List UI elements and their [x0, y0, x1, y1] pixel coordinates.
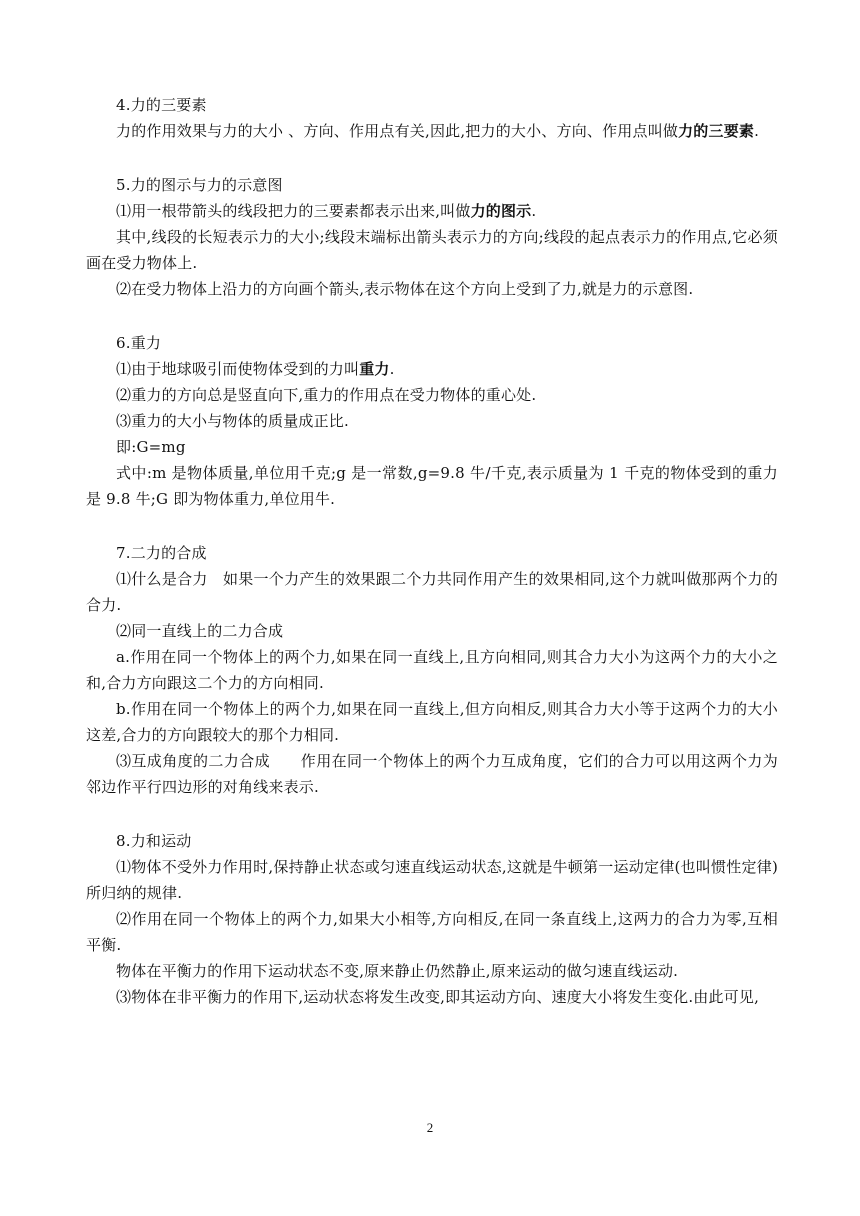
section-composition-of-forces — [86, 540, 778, 800]
section-three-elements-of-force — [86, 92, 778, 144]
paragraph: a.作用在同一个物体上的两个力,如果在同一直线上,且方向相同,则其合力大小为这两个力的大小之和,合力方向跟这二个力的方向相同. — [86, 648, 778, 692]
paragraph: b.作用在同一个物体上的两个力,如果在同一直线上,但方向相反,则其合力大小等于这两个力的大小这差,合力的方向跟较大的那个力相同. — [86, 700, 778, 744]
paragraph: 其中,线段的长短表示力的大小;线段末端标出箭头表示力的方向;线段的起点表示力的作用点,它必须画在受力物体上. — [86, 228, 778, 272]
page-number: 2 — [426, 1120, 434, 1135]
paragraph: ⑶物体在非平衡力的作用下,运动状态将发生改变,即其运动方向、速度大小将发生变化.由此可见, — [116, 988, 760, 1006]
paragraph-text: 力的作用效果与力的大小 、方向、作用点有关,因此,把力的大小、方向、作用点叫做 — [116, 122, 679, 140]
paragraph: ⑶互成角度的二力合成 作用在同一个物体上的两个力互成角度，它们的合力可以用这两个力为邻边作平行四边形的对角线来表示. — [86, 752, 778, 796]
section-heading: 6.重力 — [116, 334, 162, 352]
paragraph — [86, 118, 778, 144]
section-force-diagram — [86, 172, 778, 302]
paragraph: 物体在平衡力的作用下运动状态不变,原来静止仍然静止,原来运动的做匀速直线运动. — [116, 962, 679, 980]
paragraph: ⑵重力的方向总是竖直向下,重力的作用点在受力物体的重心处. — [116, 386, 537, 404]
bold-term: 力的图示 — [470, 202, 532, 220]
section-heading: 4.力的三要素 — [116, 96, 207, 114]
paragraph: ⑴物体不受外力作用时,保持静止状态或匀速直线运动状态,这就是牛顿第一运动定律(也叫惯性定律)所归纳的规律. — [86, 858, 778, 902]
paragraph — [86, 198, 778, 224]
formula-line: 即:G=mg — [116, 438, 186, 456]
paragraph: ⑵在受力物体上沿力的方向画个箭头,表示物体在这个方向上受到了力,就是力的示意图. — [116, 280, 694, 298]
section-gravity — [86, 330, 778, 512]
paragraph: 式中:m 是物体质量,单位用千克;g 是一常数,g=9.8 牛/千克,表示质量为 1 千克的物体受到的重力是 9.8 牛;G 即为物体重力,单位用牛. — [86, 464, 778, 508]
paragraph: ⑶重力的大小与物体的质量成正比. — [116, 412, 349, 430]
paragraph: ⑵作用在同一个物体上的两个力,如果大小相等,方向相反,在同一条直线上,这两力的合力为零,互相平衡. — [86, 910, 778, 954]
paragraph: ⑵同一直线上的二力合成 — [116, 622, 284, 640]
paragraph-text: ⑴由于地球吸引而使物体受到的力叫 — [116, 360, 360, 378]
section-heading: 7.二力的合成 — [116, 544, 207, 562]
section-force-and-motion — [86, 828, 778, 1010]
paragraph-text: . — [389, 360, 395, 378]
document-body — [86, 92, 778, 1038]
paragraph-text: ⑴用一根带箭头的线段把力的三要素都表示出来,叫做 — [116, 202, 471, 220]
paragraph-text: . — [531, 202, 537, 220]
paragraph: ⑴什么是合力 如果一个力产生的效果跟二个力共同作用产生的效果相同,这个力就叫做那两个力的合力. — [86, 570, 778, 614]
section-heading: 8.力和运动 — [116, 832, 192, 850]
paragraph — [86, 356, 778, 382]
section-heading: 5.力的图示与力的示意图 — [116, 176, 283, 194]
bold-term: 重力 — [359, 360, 390, 378]
bold-term: 力的三要素 — [678, 122, 755, 140]
paragraph-text: . — [754, 122, 760, 140]
